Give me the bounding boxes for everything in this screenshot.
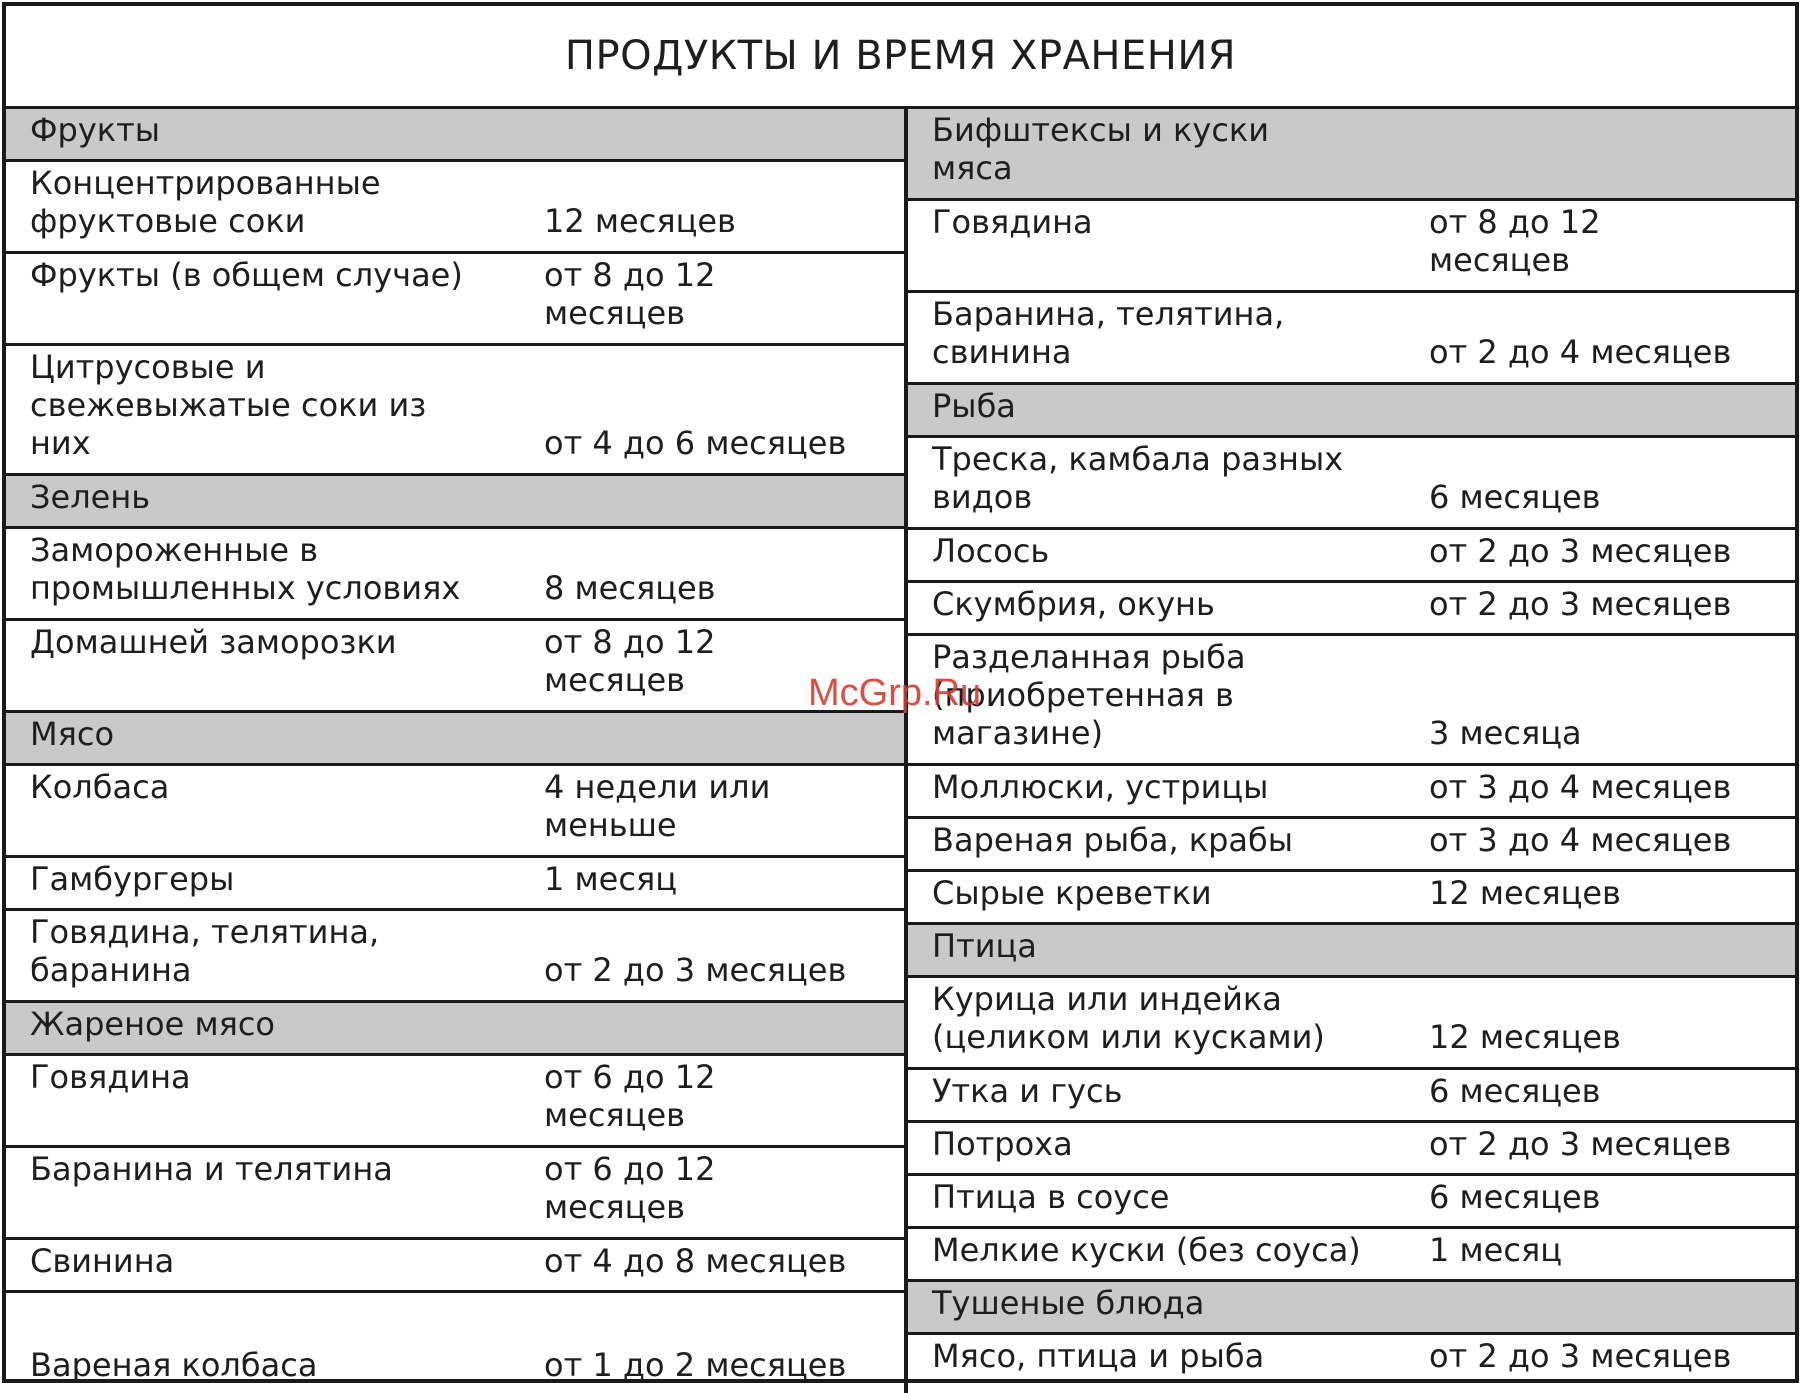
storage-time: от 4 до 6 месяцев — [544, 424, 847, 462]
section-title: Зелень — [30, 478, 151, 516]
table-row — [908, 975, 1795, 1067]
storage-time: 1 месяц — [1429, 1231, 1562, 1269]
storage-time: от 2 до 3 месяцев — [544, 951, 847, 989]
storage-time: от 2 до 4 месяцев — [1429, 333, 1732, 371]
table-row — [6, 251, 904, 343]
storage-time: 3 месяца — [1429, 714, 1582, 752]
storage-time: от 3 до 4 месяцев — [1429, 768, 1732, 806]
storage-time: 6 месяцев — [1429, 1072, 1601, 1110]
product-name: Мясо, птица и рыба — [932, 1337, 1265, 1375]
section-title: Птица — [932, 927, 1037, 965]
storage-time: от 8 до 12 месяцев — [544, 623, 716, 699]
section-header — [908, 922, 1795, 975]
table-row — [908, 1226, 1795, 1279]
storage-time: 12 месяцев — [1429, 874, 1621, 912]
product-name: Разделанная рыба (приобретенная в магазине) — [932, 638, 1246, 752]
storage-time: 12 месяцев — [544, 202, 736, 240]
section-title: Бифштексы и куски мяса — [932, 111, 1270, 187]
section-header — [908, 382, 1795, 435]
storage-time: 12 месяцев — [1429, 1018, 1621, 1056]
table-row — [6, 159, 904, 251]
product-name: Свинина — [30, 1242, 175, 1280]
storage-time: от 2 до 3 месяцев — [1429, 1337, 1732, 1375]
product-name: Вареная рыба, крабы — [932, 821, 1294, 859]
table-row — [6, 855, 904, 908]
section-title: Рыба — [932, 387, 1016, 425]
left-column — [6, 106, 908, 1393]
product-name: Потроха — [932, 1125, 1073, 1163]
product-name: Говядина — [30, 1058, 191, 1096]
storage-time: от 2 до 3 месяцев — [1429, 1125, 1732, 1163]
table-row — [6, 1290, 904, 1393]
product-name: Баранина, телятина, свинина — [932, 295, 1285, 371]
storage-time: 1 месяц — [544, 860, 677, 898]
product-name: Сырые креветки — [932, 874, 1212, 912]
section-header — [6, 473, 904, 526]
table-row — [6, 343, 904, 473]
table-row — [908, 1120, 1795, 1173]
product-name: Баранина и телятина — [30, 1150, 393, 1188]
product-name: Фрукты (в общем случае) — [30, 256, 463, 294]
table-row — [908, 869, 1795, 922]
product-name: Замороженные в промышленных условиях — [30, 531, 461, 607]
table-row — [908, 290, 1795, 382]
table-row — [908, 816, 1795, 869]
section-header — [908, 106, 1795, 198]
storage-time: от 8 до 12 месяцев — [1429, 203, 1601, 279]
product-name: Лосось — [932, 532, 1050, 570]
storage-time: от 6 до 12 месяцев — [544, 1058, 716, 1134]
right-column — [908, 106, 1795, 1385]
product-name: Моллюски, устрицы — [932, 768, 1269, 806]
table-row — [6, 1053, 904, 1145]
storage-time: от 2 до 3 месяцев — [1429, 585, 1732, 623]
table-row — [6, 526, 904, 618]
product-name: Концентрированные фруктовые соки — [30, 164, 381, 240]
table-row — [6, 763, 904, 855]
table-row — [908, 580, 1795, 633]
page-title: ПРОДУКТЫ И ВРЕМЯ ХРАНЕНИЯ — [564, 33, 1237, 79]
storage-time: 4 недели или меньше — [544, 768, 771, 844]
product-name: Курица или индейка (целиком или кусками) — [932, 980, 1325, 1056]
section-header — [6, 1000, 904, 1053]
product-name: Домашней заморозки — [30, 623, 397, 661]
storage-time: от 3 до 4 месяцев — [1429, 821, 1732, 859]
storage-time: 6 месяцев — [1429, 478, 1601, 516]
section-header — [6, 106, 904, 159]
product-name: Гамбургеры — [30, 860, 235, 898]
product-name: Говядина — [932, 203, 1093, 241]
table-row — [908, 763, 1795, 816]
table-row — [908, 198, 1795, 290]
table-row — [6, 908, 904, 1000]
storage-time: от 4 до 8 месяцев — [544, 1242, 847, 1280]
section-title: Фрукты — [30, 111, 161, 149]
table-row — [908, 435, 1795, 527]
section-header — [6, 710, 904, 763]
section-title: Жареное мясо — [30, 1005, 275, 1043]
table-row — [908, 1332, 1795, 1385]
product-name: Колбаса — [30, 768, 170, 806]
table-row — [908, 1067, 1795, 1120]
product-name: Цитрусовые и свежевыжатые соки из них — [30, 348, 427, 462]
watermark: McGrp.Ru — [808, 672, 982, 714]
section-title: Тушеные блюда — [932, 1284, 1205, 1322]
product-name: Вареная колбаса — [30, 1346, 318, 1384]
storage-time: от 8 до 12 месяцев — [544, 256, 716, 332]
storage-time: от 2 до 3 месяцев — [1429, 532, 1732, 570]
section-title: Мясо — [30, 715, 115, 753]
table-row — [6, 1145, 904, 1237]
product-name: Скумбрия, окунь — [932, 585, 1215, 623]
product-name: Мелкие куски (без соуса) — [932, 1231, 1361, 1269]
table-row — [6, 1237, 904, 1290]
product-name: Говядина, телятина, баранина — [30, 913, 380, 989]
table-row — [908, 527, 1795, 580]
section-header — [908, 1279, 1795, 1332]
table-row — [908, 633, 1795, 763]
table-row — [908, 1173, 1795, 1226]
product-name: Треска, камбала разных видов — [932, 440, 1344, 516]
product-name: Утка и гусь — [932, 1072, 1123, 1110]
storage-time: 6 месяцев — [1429, 1178, 1601, 1216]
product-name: Птица в соусе — [932, 1178, 1170, 1216]
storage-time: от 1 до 2 месяцев — [544, 1346, 847, 1384]
table-row — [6, 618, 904, 710]
storage-time: 8 месяцев — [544, 569, 716, 607]
storage-time: от 6 до 12 месяцев — [544, 1150, 716, 1226]
